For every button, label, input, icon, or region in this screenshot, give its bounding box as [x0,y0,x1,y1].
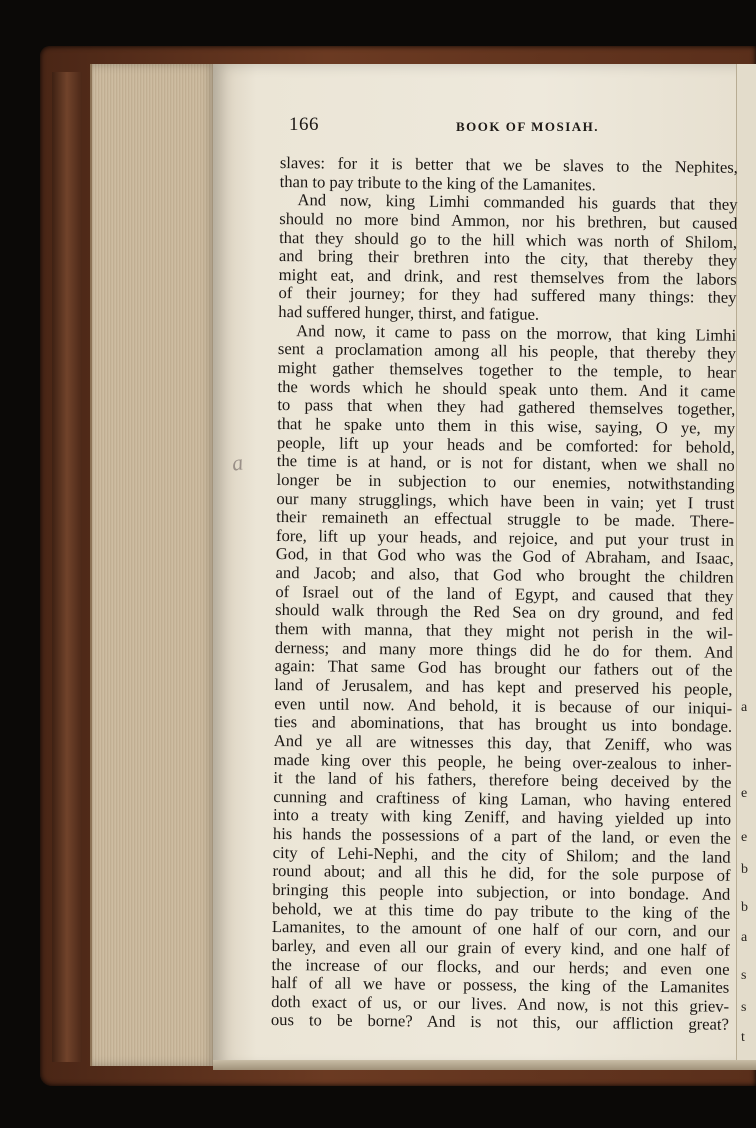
facing-page-letter: b [741,900,748,915]
text-line: doth exact of us, or our lives. And now, is not this griev- [271,991,730,1016]
facing-page-letter: a [741,930,748,945]
text-line: that he spake unto them in this wise, saying, O ye, my [277,413,736,438]
text-line: barley, and even all our grain of every kind, and one half of [271,935,730,960]
text-line: half of all we have or possess, the king of the Lamanites [271,973,730,997]
text-line: sent a proclamation among all his people, that thereby they [277,339,737,364]
text-line: behold, we at this time do pay tribute to the king of the [272,898,731,923]
page-number: 166 [289,114,319,135]
text-line: bringing this people into subjection, or into bondage. And [272,879,731,904]
book-spine [52,72,82,1062]
text-line: ous to be borne? And is not this, our affliction great? [270,1010,730,1035]
text-line: And now, it came to pass on the morrow, that king Limhi [296,320,737,345]
facing-page-letter: a [741,700,748,715]
text-line: slaves: for it is better that we be slaves to the Nephites, [279,153,738,177]
text-line: again: That same God has brought our fathers out of the [274,656,733,681]
text-line: it the land of his fathers, therefore being deceived by the [273,768,732,792]
text-line: land of Jerusalem, and has kept and preserved his people, [274,674,733,699]
text-line: And ye all are witnesses this day, that Zeniff, who was [273,730,732,755]
text-line: his hands the possessions of a part of the land, or even the [272,824,731,848]
margin-pencil-note: a [230,449,245,476]
page-edges [90,64,217,1066]
facing-page-strip [736,64,756,1068]
text-line: and Jacob; and also, that God who brought the children [275,563,734,587]
page-header [289,114,729,140]
text-line: might eat, and drink, and rest themselves from the labors [278,264,737,289]
text-line: the time is at hand, or is not for distant, when we shall no [276,451,735,476]
text-line: derness; and many more things did he do for them. And [274,637,733,662]
text-line: them with manna, that they might not perish in the wil- [274,618,734,643]
facing-page-letter: s [741,1000,747,1015]
text-line: to pass that when they had gathered themselves together, [277,395,736,420]
text-line: And now, king Limhi commanded his guards that they [297,190,738,215]
text-line: that they should go to the hill which was north of Shilom, [279,227,738,252]
text-line: should no more bind Ammon, nor his brethren, but caused [279,208,738,233]
text-line: into a treaty with king Zeniff, and having yielded up into [272,805,732,830]
text-line: fore, lift up your heads, and rejoice, and put your trust in [275,525,735,550]
text-line: even until now. And behold, it is because of our iniqui- [274,693,733,718]
text-line: the words which he should speak unto them. And it came [277,376,736,401]
text-line: had suffered hunger, thirst, and fatigue. [278,302,540,324]
page-bottom-edge [213,1060,756,1070]
text-line: than to pay tribute to the king of the Lamanites. [279,171,596,194]
text-line: people, lift up your heads and be comforted: for behold, [276,432,736,457]
text-line: made king over this people, he being over-zealous to inher- [273,749,732,774]
facing-page-letter: b [741,862,748,877]
text-line: our many strugglings, which have been in vain; yet I trust [276,488,735,513]
running-head: BOOK OF MOSIAH. [456,119,599,134]
text-line: round about; and all this he did, for the sole purpose of [272,861,731,886]
text-line: should walk through the Red Sea on dry ground, and fed [275,600,734,625]
text-line: longer be in subjection to our enemies, notwithstanding [276,469,735,494]
text-line: and bring their brethren into the city, that thereby they [278,246,738,270]
text-line: city of Lehi-Nephi, and the city of Shilom; and the land [272,842,731,867]
text-line: ties and abominations, that has brought us into bondage. [273,712,733,736]
text-line: the increase of our flocks, and our herds; and even one [271,954,730,979]
text-line: might gather themselves together to the temple, to hear [277,358,736,382]
text-line: Lamanites, to the amount of one half of our corn, and our [271,917,730,942]
text-line: cunning and craftiness of king Laman, who having entered [273,786,732,811]
body-text [271,154,738,1035]
text-line: of their journey; for they had suffered many things: they [278,283,737,308]
text-line: God, in that God who was the God of Abraham, and Isaac, [275,544,734,569]
facing-page-letter: t [741,1030,745,1045]
facing-page-letter: s [741,968,747,983]
text-line: their remaineth an effectual struggle to be made. There- [276,507,735,531]
facing-page-letter: e [741,830,748,845]
facing-page-letter: e [741,786,748,801]
text-line: of Israel out of the land of Egypt, and caused that they [275,581,734,606]
